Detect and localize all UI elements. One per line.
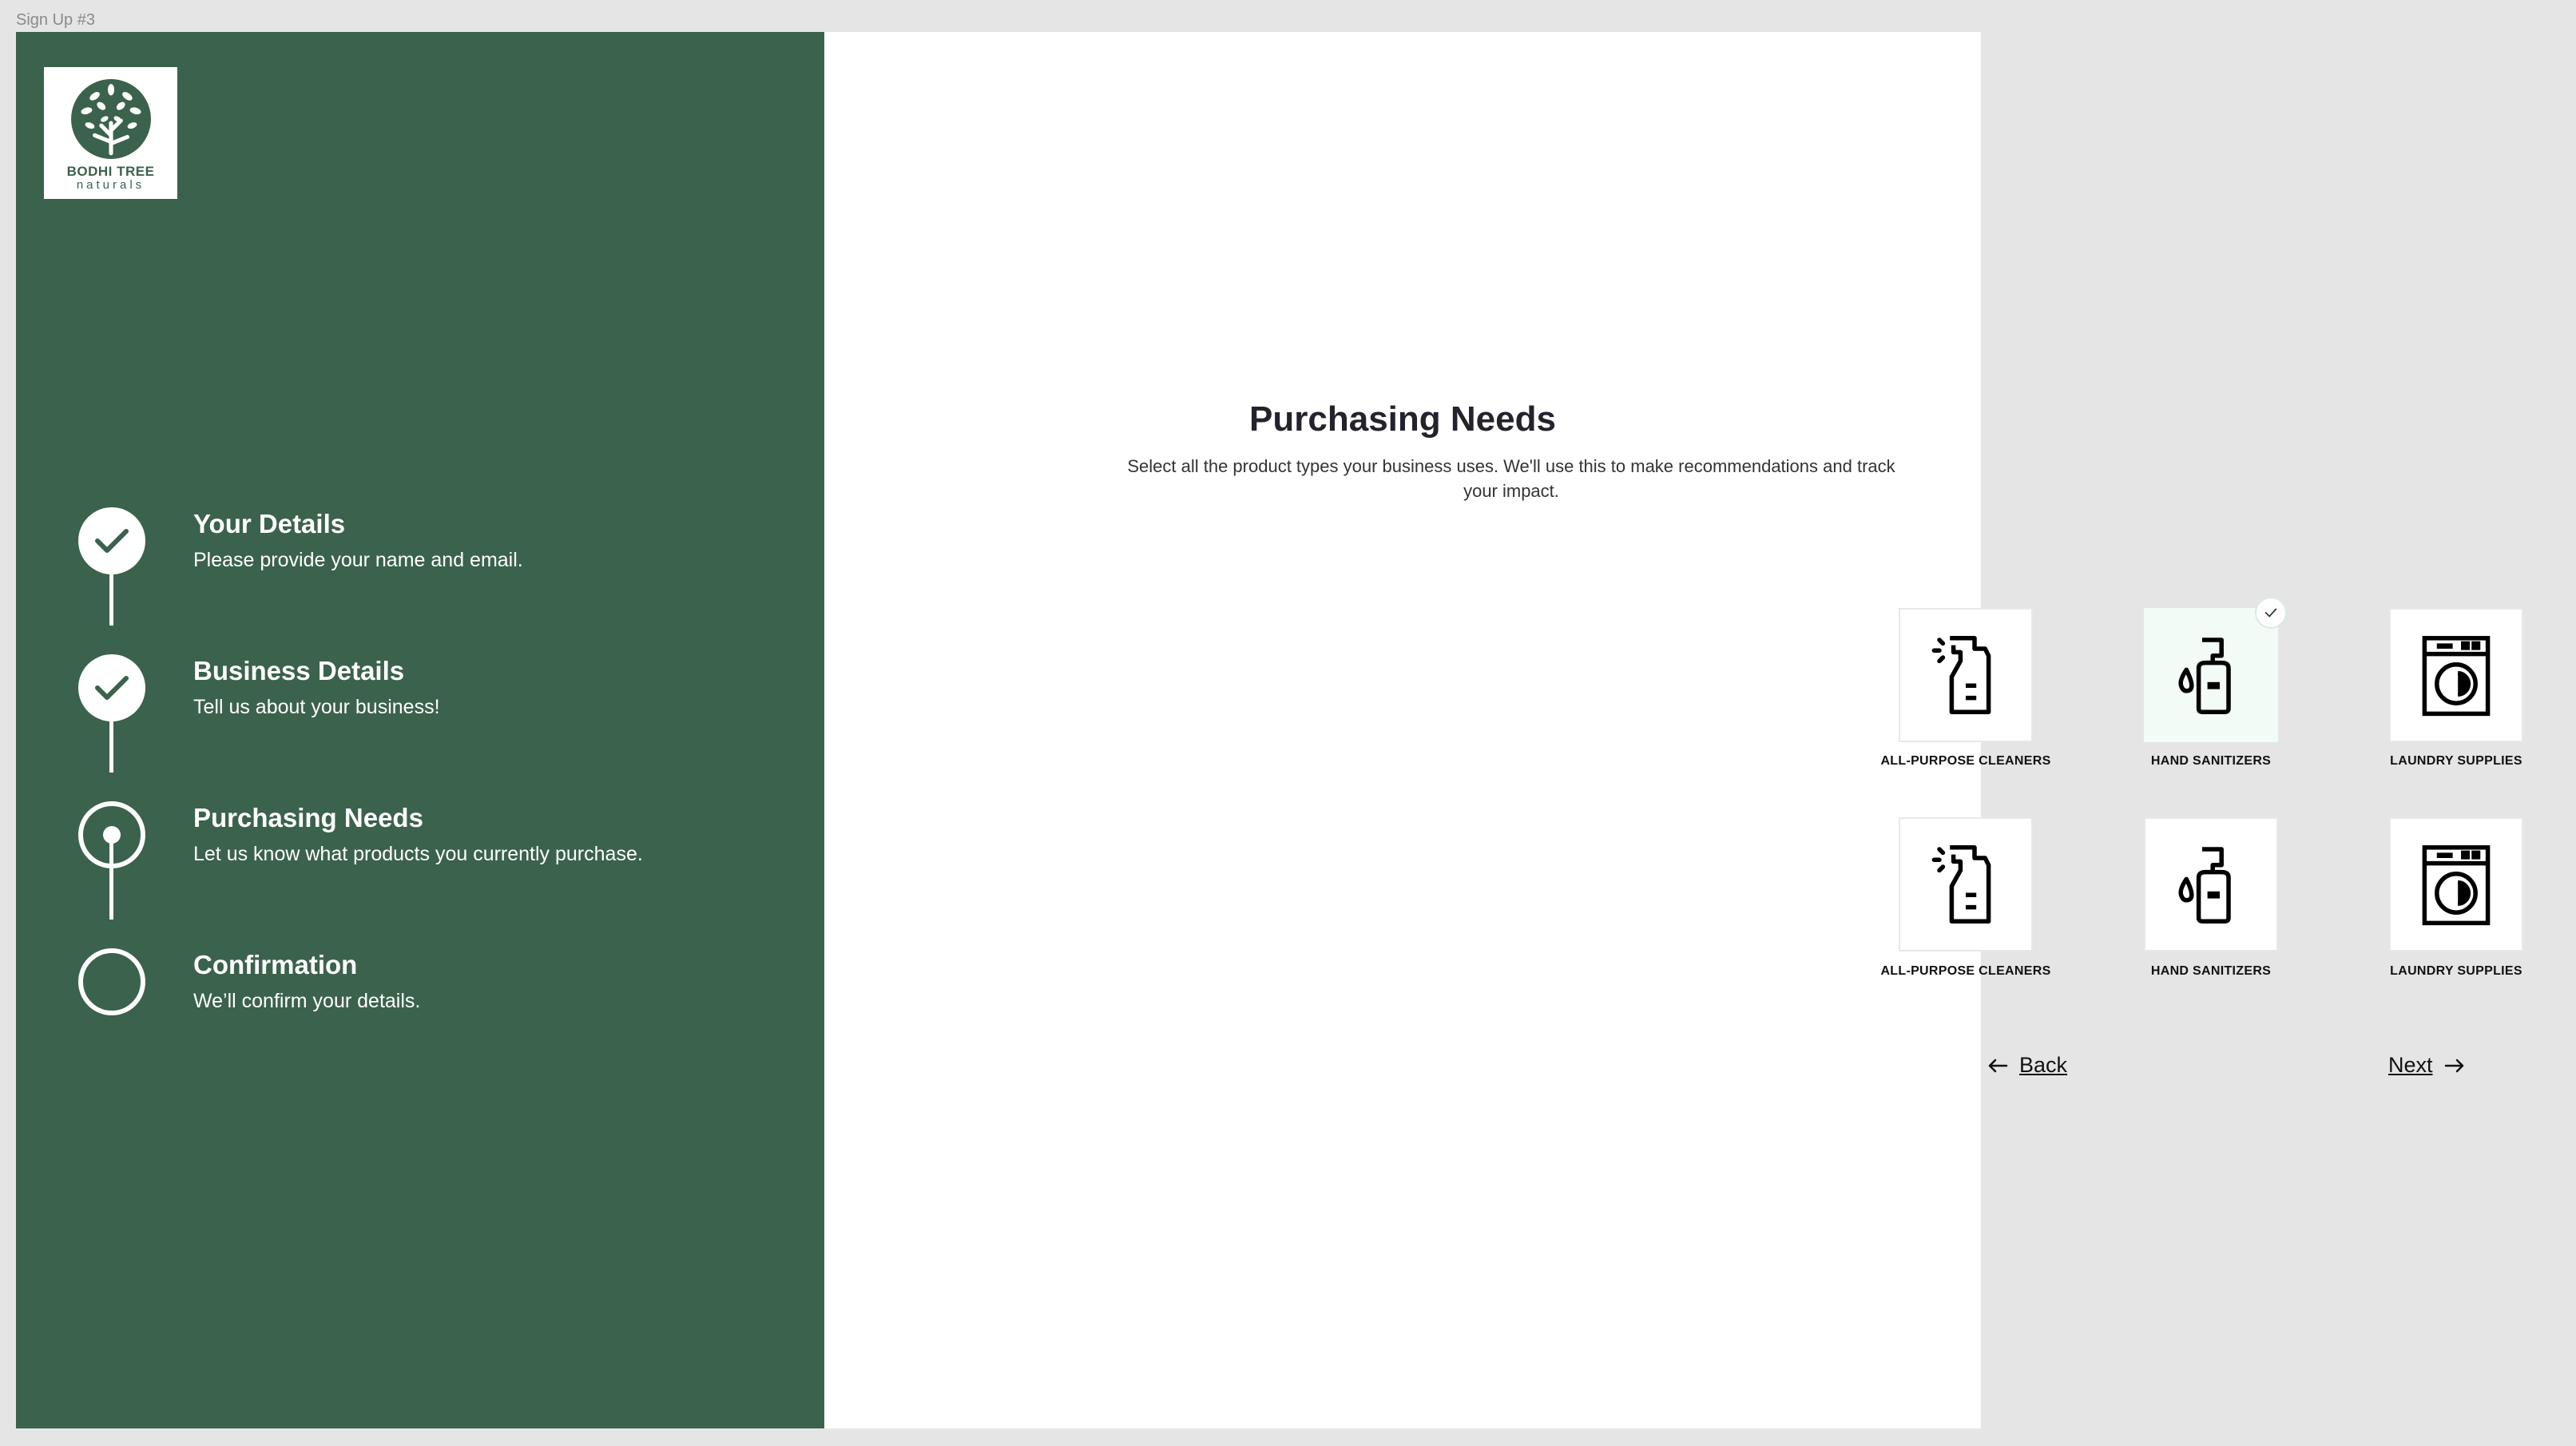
step-complete-indicator xyxy=(78,507,145,574)
soap-dispenser-icon xyxy=(2167,631,2255,719)
brand-logo xyxy=(44,67,177,199)
washing-machine-icon xyxy=(2412,631,2500,719)
back-label: Back xyxy=(2019,1053,2068,1077)
back-button[interactable] xyxy=(1987,1053,2067,1078)
product-label: LAUNDRY SUPPLIES xyxy=(2390,964,2522,978)
page-title: Purchasing Needs xyxy=(1249,399,1556,439)
step-title: Your Details xyxy=(193,509,346,538)
product-card-laundry-supplies[interactable] xyxy=(2389,817,2523,951)
step-title: Purchasing Needs xyxy=(193,803,423,832)
product-card-all-purpose-cleaners[interactable] xyxy=(1899,817,2033,951)
step-description: Please provide your name and email. xyxy=(193,549,523,571)
product-card-hand-sanitizers[interactable] xyxy=(2144,817,2278,951)
step-confirmation[interactable] xyxy=(78,948,797,1020)
product-card-all-purpose-cleaners[interactable] xyxy=(1899,608,2033,742)
step-current-indicator xyxy=(78,801,145,868)
arrow-right-icon xyxy=(2444,1058,2465,1074)
tree-logo-icon xyxy=(70,78,152,160)
brand-tagline: naturals xyxy=(76,178,145,192)
progress-stepper xyxy=(78,475,797,1035)
product-label: ALL-PURPOSE CLEANERS xyxy=(1880,964,2051,978)
product-label: LAUNDRY SUPPLIES xyxy=(2390,754,2522,768)
spray-bottle-icon xyxy=(1922,631,2010,719)
selected-check-badge xyxy=(2255,597,2287,629)
step-upcoming-indicator xyxy=(78,948,145,1015)
step-business-details[interactable] xyxy=(78,654,797,726)
current-dot xyxy=(103,826,121,844)
step-description: Let us know what products you currently purchase. xyxy=(193,843,643,865)
step-your-details[interactable] xyxy=(78,507,797,579)
soap-dispenser-icon xyxy=(2167,840,2255,928)
progress-panel xyxy=(16,32,824,1428)
step-title: Business Details xyxy=(193,656,405,685)
step-complete-indicator xyxy=(78,654,145,721)
page-subtitle: Select all the product types your business uses. We'll use this to make recommendations and track your impact. xyxy=(1127,456,1895,501)
product-label: HAND SANITIZERS xyxy=(2150,754,2272,768)
product-card-hand-sanitizers[interactable] xyxy=(2144,608,2278,742)
product-label: ALL-PURPOSE CLEANERS xyxy=(1880,754,2051,768)
form-panel xyxy=(824,32,2522,1428)
arrow-left-icon xyxy=(1987,1058,2008,1074)
next-label: Next xyxy=(2388,1053,2433,1077)
brand-name: BODHI TREE xyxy=(66,164,155,179)
step-description: We’ll confirm your details. xyxy=(193,990,421,1012)
check-icon xyxy=(2264,606,2278,620)
spray-bottle-icon xyxy=(1922,840,2010,928)
frame-label: Sign Up #3 xyxy=(16,11,95,29)
product-label: HAND SANITIZERS xyxy=(2150,964,2272,978)
step-purchasing-needs[interactable] xyxy=(78,801,797,873)
step-description: Tell us about your business! xyxy=(193,696,440,718)
checkmark-icon xyxy=(94,527,129,554)
washing-machine-icon xyxy=(2412,840,2500,928)
product-card-laundry-supplies[interactable] xyxy=(2389,608,2523,742)
step-title: Confirmation xyxy=(193,950,358,979)
signup-frame xyxy=(16,32,2522,1428)
checkmark-icon xyxy=(94,674,129,701)
next-button[interactable] xyxy=(2388,1053,2465,1078)
